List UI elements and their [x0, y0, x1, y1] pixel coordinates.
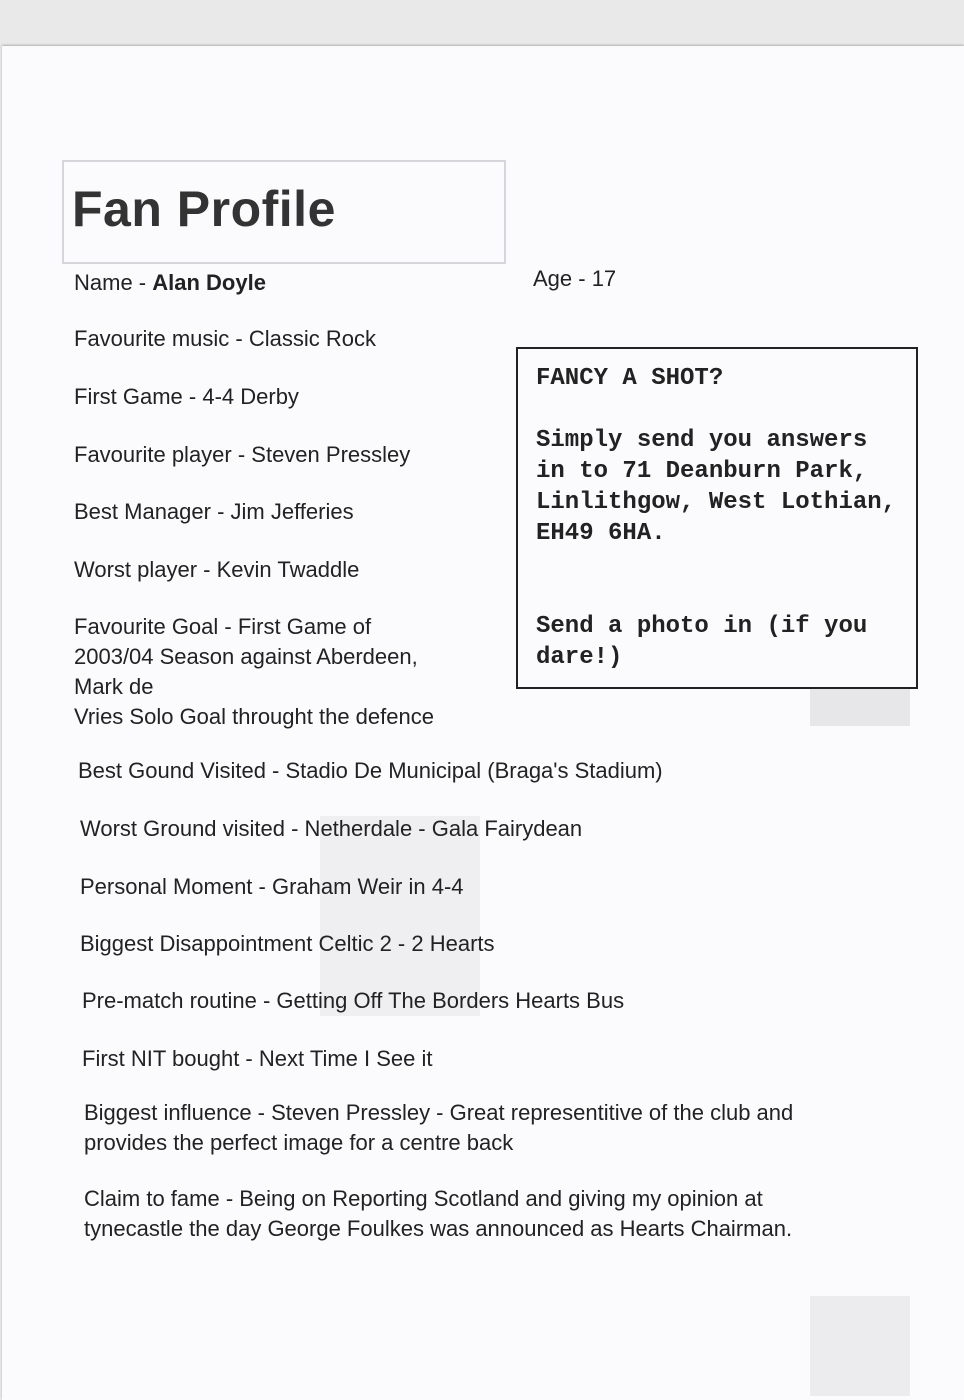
- field-best-manager: Best Manager - Jim Jefferies: [74, 499, 354, 524]
- field-name-value: Alan Doyle: [152, 270, 266, 295]
- field-age: Age - 17: [533, 266, 617, 291]
- competition-box: [516, 347, 918, 689]
- field-best-ground: Best Gound Visited - Stadio De Municipal (Braga's Stadium): [78, 758, 663, 783]
- field-personal-moment: Personal Moment - Graham Weir in 4-4: [80, 874, 464, 899]
- field-favourite-goal: Favourite Goal - First Game of 2003/04 Season against Aberdeen, Mark de Vries Solo Goal throught the defence: [74, 614, 434, 729]
- field-biggest-disappointment: Biggest Disappointment Celtic 2 - 2 Hearts: [80, 931, 495, 956]
- field-worst-player: Worst player - Kevin Twaddle: [74, 557, 360, 582]
- competition-body: Simply send you answers in to 71 Deanburn Park, Linlithgow, West Lothian, EH49 6HA.: [536, 427, 897, 547]
- field-worst-ground: Worst Ground visited - Netherdale - Gala Fairydean: [80, 816, 583, 841]
- field-first-nit-bought: First NIT bought - Next Time I See it: [82, 1046, 433, 1071]
- page-sheet: [2, 46, 964, 1400]
- field-name-label: Name -: [74, 270, 153, 295]
- field-biggest-influence: Biggest influence - Steven Pressley - Great representitive of the club and provides the perfect image for a centre back: [84, 1100, 794, 1155]
- show-through-image: [810, 1296, 910, 1396]
- competition-cta: Send a photo in (if you dare!): [536, 613, 868, 671]
- page-title: Fan Profile: [72, 181, 336, 237]
- competition-heading: FANCY A SHOT?: [536, 365, 724, 392]
- field-claim-to-fame: Claim to fame - Being on Reporting Scotland and giving my opinion at tynecastle the day George Foulkes was announced as Hearts Chairman.: [84, 1186, 793, 1241]
- field-favourite-music: Favourite music - Classic Rock: [74, 326, 376, 351]
- field-name: [74, 268, 266, 298]
- field-first-game: First Game - 4-4 Derby: [74, 384, 299, 409]
- field-favourite-player: Favourite player - Steven Pressley: [74, 442, 411, 467]
- field-pre-match-routine: Pre-match routine - Getting Off The Borders Hearts Bus: [82, 988, 625, 1013]
